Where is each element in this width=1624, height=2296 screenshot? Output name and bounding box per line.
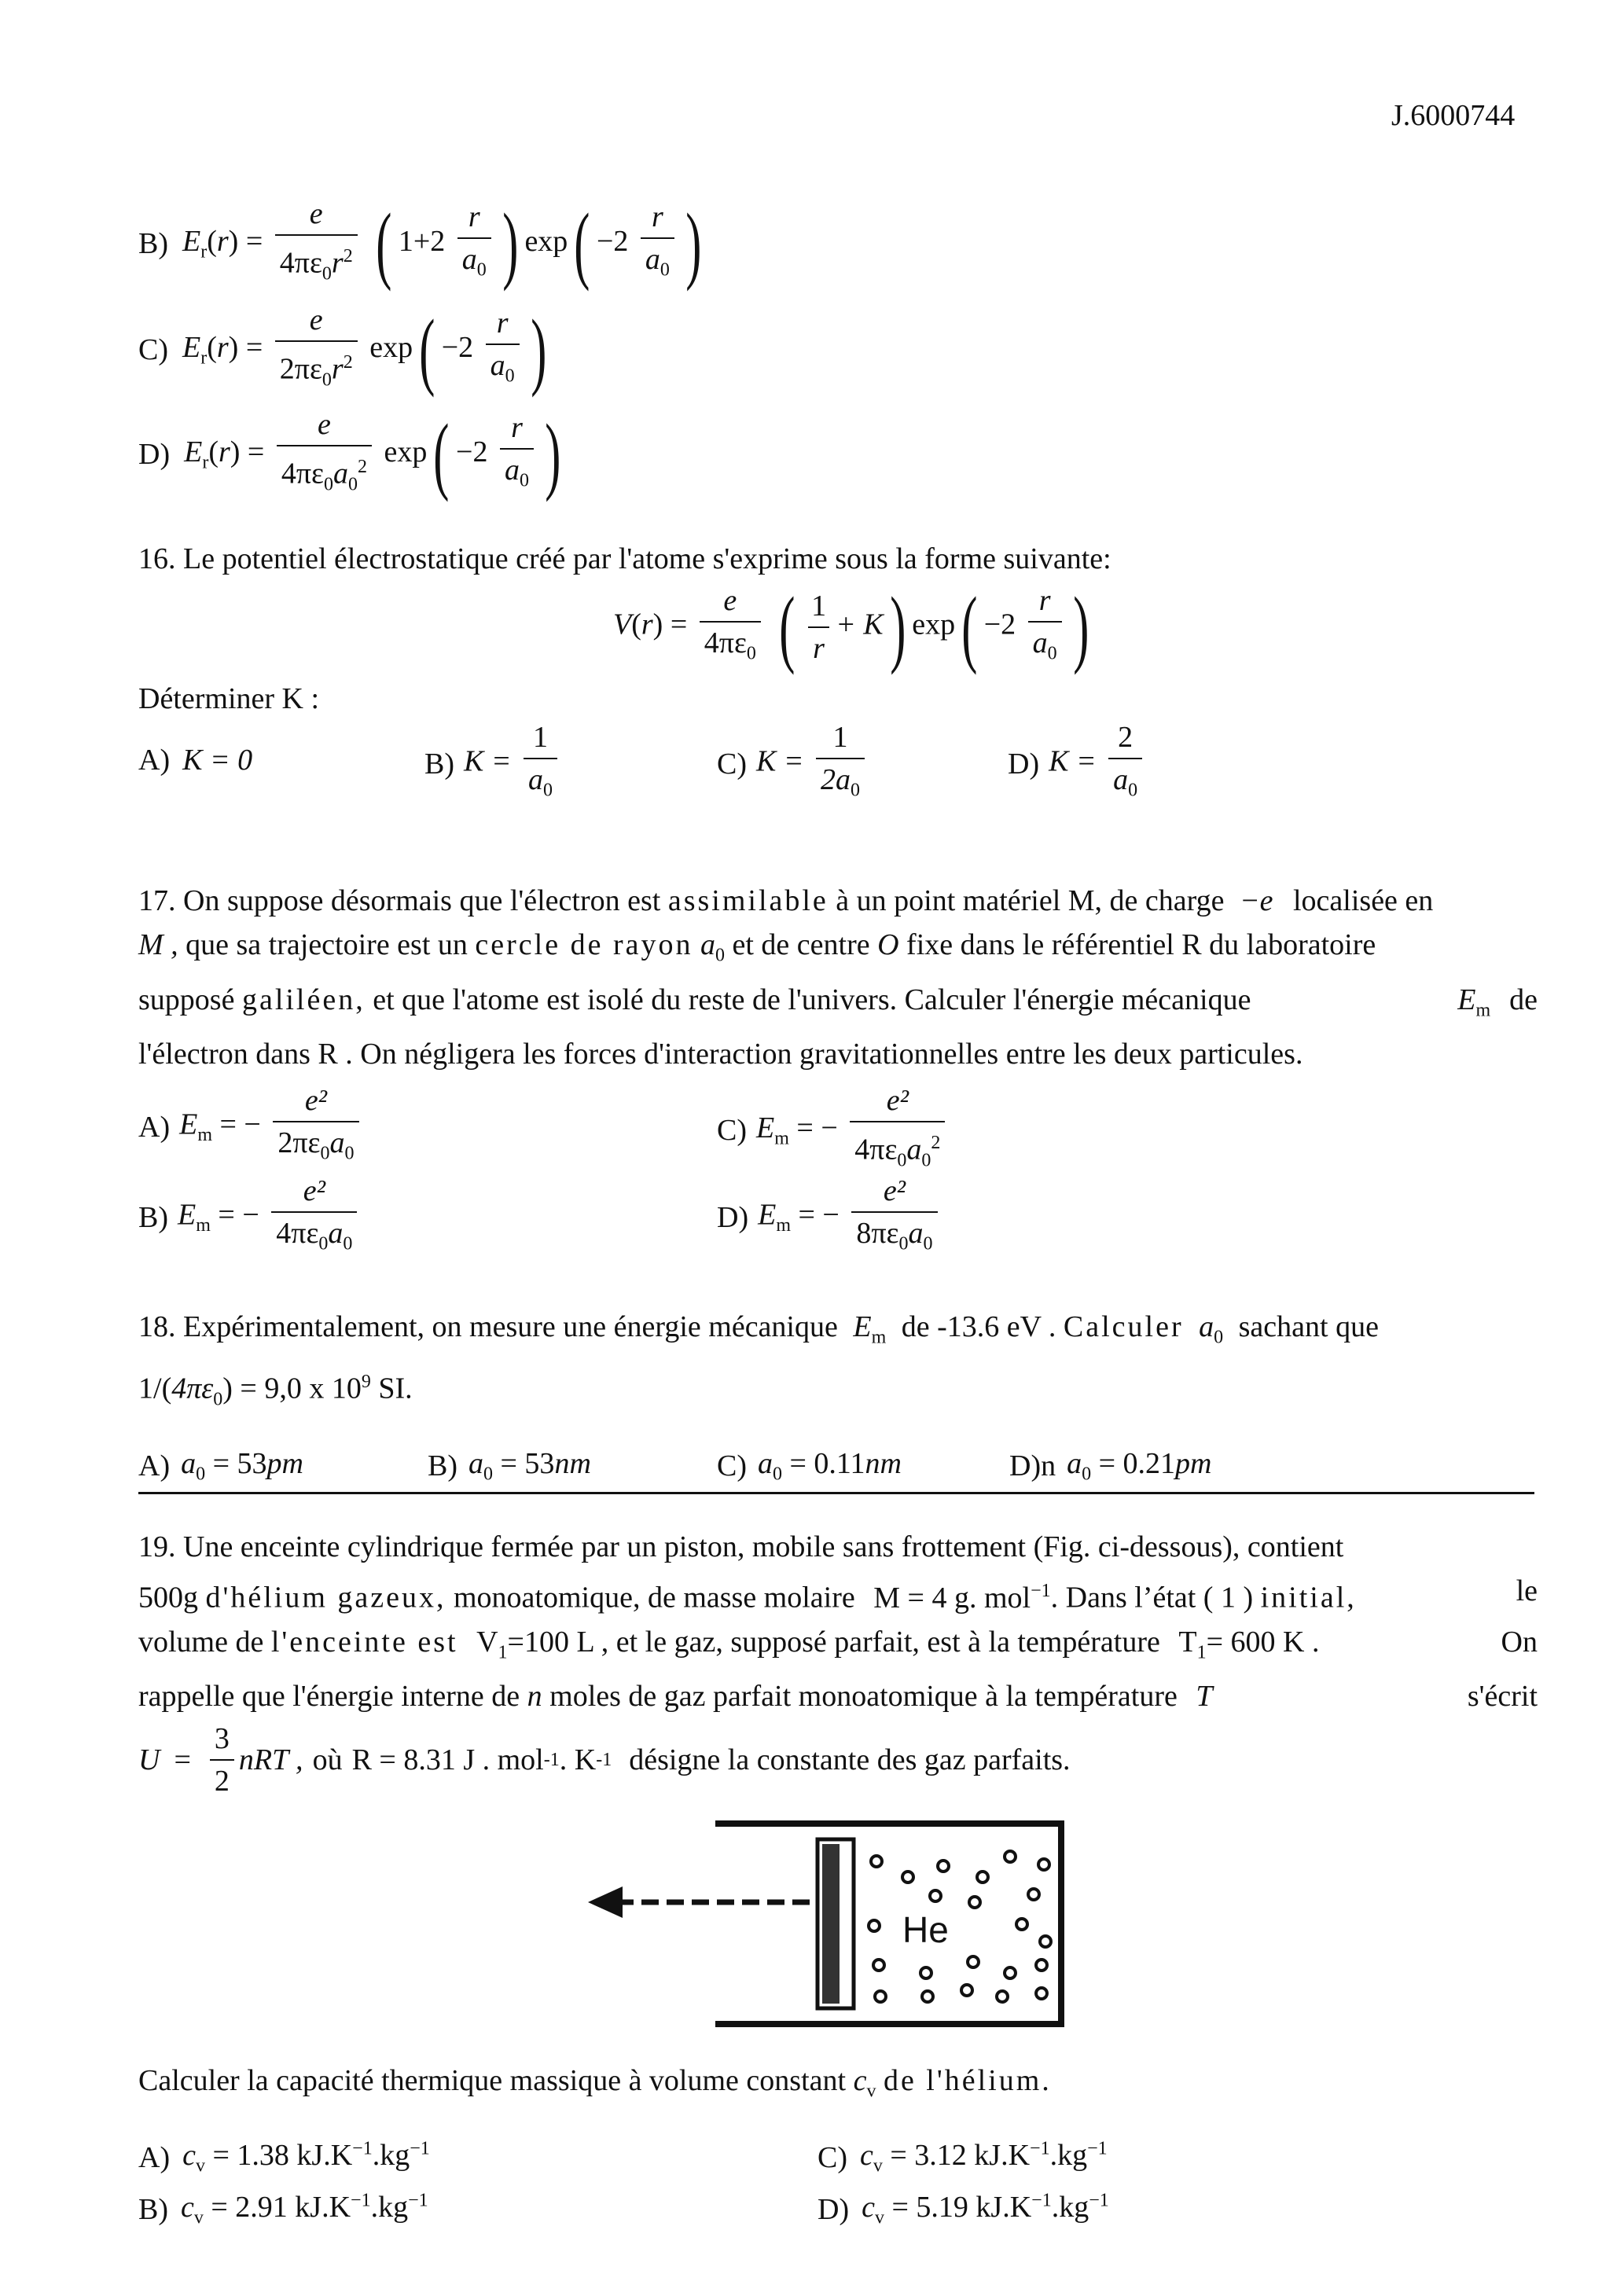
- q15-option-c: [138, 303, 553, 397]
- q16-answer-a: A) K = 0: [138, 744, 253, 777]
- q19-statement: 19. Une enceinte cylindrique fermée par un piston, mobile sans frottement (Fig. ci-dessous), contient 500g d'hélium gazeux, monoatomique, de masse molaire M = 4 g. mol$^{-1}$. Dans l’état ( 1 ) initial, le volume de l'enceinte est $V_1=100$ L , et le gaz, supposé parfait, est à la température $T_1= 600$ K . On rappelle que l'énergie interne de n moles de gaz parfait monoatomique à la température T s'écrit U = $\frac{3}{2}$ nRT , où R = 8.31 J . mol -1 . K -1 désigne la constante des gaz parfaits.: [138, 1530, 1538, 1798]
- arrow-head-icon: [588, 1886, 623, 1918]
- q19-answer-d: D) $c_v = 5.19$ $kJ.K^{-1}.kg^{-1}$: [818, 2190, 1109, 2228]
- q17-statement: 17. On suppose désormais que l'électron est assimilable à un point matériel M, de charge −e localisée en M , que sa trajectoire est un cercle de rayon $a_0$ et de centre O fixe dans le référentiel R du laboratoire supposé galiléen, et que l'atome est isolé du reste de l'univers. Calculer l'énergie mécanique $E_m$ de l'électron dans R . On négligera les forces d'interaction gravitationnelles entre les deux particules.: [138, 884, 1538, 1071]
- q19-answer-c: C) $c_v = 3.12$ $kJ.K^{-1}.kg^{-1}$: [818, 2138, 1108, 2177]
- q18-answer-d: D)n $a_0 = 0.21pm$: [1009, 1447, 1212, 1485]
- q17-answer-a: A) $E_m$ = − $\frac{\text{e²}}{2\pi\varepsilon_0a_0}$: [138, 1083, 364, 1171]
- formula: $E_r(r)$ = $\frac{e}{4\pi\varepsilon_0r^2}$ ( 1+2 $\frac{r}{a_0}$ ) exp( −2 $\frac{r}{a_0}$ ): [182, 196, 702, 292]
- section-divider: [138, 1492, 1534, 1494]
- document-id: J.6000744: [1391, 99, 1516, 132]
- q18-answer-c: C) $a_0 = 0.11nm$: [717, 1447, 902, 1485]
- cylinder-diagram: [582, 1808, 1085, 2036]
- piston-shading: [822, 1844, 840, 2004]
- q18-answer-a: A) $a_0 = 53pm$: [138, 1447, 303, 1485]
- q16-answer-b: B) K = $\frac{1}{a_0}$: [424, 720, 562, 808]
- q17-answer-d: D) $E_m$ = − $\frac{\text{e²}}{8\pi\varepsilon_0a_0}$: [717, 1174, 942, 1262]
- q18-statement: 18. Expérimentalement, on mesure une énergie mécanique $E_m$ de -13.6 eV . Calculer $a_0$ sachant que $1/(4\pi\varepsilon_0) = 9,0$ x $10^9$ SI.: [138, 1310, 1379, 1409]
- gas-particles: [869, 1851, 1051, 2002]
- q19-answer-a: A) $c_v = 1.38$ $kJ.K^{-1}.kg^{-1}$: [138, 2138, 430, 2177]
- piston-figure: [582, 1808, 1085, 2036]
- helium-label: He: [902, 1909, 949, 1950]
- q16-answer-d: D) K = $\frac{2}{a_0}$: [1008, 720, 1147, 808]
- q16-prompt: Déterminer K :: [138, 682, 320, 715]
- option-label: C): [138, 333, 168, 367]
- q15-option-d: [138, 407, 568, 501]
- formula: $E_r(r)$ = $\frac{e}{2\pi\varepsilon_0r^2}$ exp( −2 $\frac{r}{a_0}$ ): [182, 302, 547, 399]
- q17-answer-c: C) $E_m$ = − $\frac{\text{e²}}{4\pi\varepsilon_0a_0^2}$: [717, 1083, 950, 1177]
- q16-answer-c: C) K = $\frac{1}{2a_0}$: [717, 720, 869, 808]
- q19-answer-b: B) $c_v = 2.91$ $kJ.K^{-1}.kg^{-1}$: [138, 2190, 428, 2228]
- formula: $E_r(r)$ = $\frac{e}{4\pi\varepsilon_0a_0^2}$ exp( −2 $\frac{r}{a_0}$ ): [184, 406, 561, 503]
- q18-answer-b: B) $a_0 = 53nm$: [428, 1447, 591, 1485]
- q16-statement: 16. Le potentiel électrostatique créé par l'atome s'exprime sous la forme suivante:: [138, 542, 1111, 575]
- cylinder-wall: [715, 1824, 1061, 2024]
- q19-question: Calculer la capacité thermique massique à volume constant $c_v$ de l'hélium.: [138, 2064, 1052, 2102]
- q17-answer-b: B) $E_m$ = − $\frac{\text{e²}}{4\pi\varepsilon_0a_0}$: [138, 1174, 362, 1262]
- q15-option-b: [138, 197, 708, 291]
- q16-formula: V(r) = $\frac{e}{4\pi\varepsilon_0}$ ( $\frac{1}{r}$ + K) exp( −2 $\frac{r}{a_0}$ ): [613, 579, 1089, 675]
- option-label: D): [138, 438, 171, 472]
- option-label: B): [138, 227, 168, 261]
